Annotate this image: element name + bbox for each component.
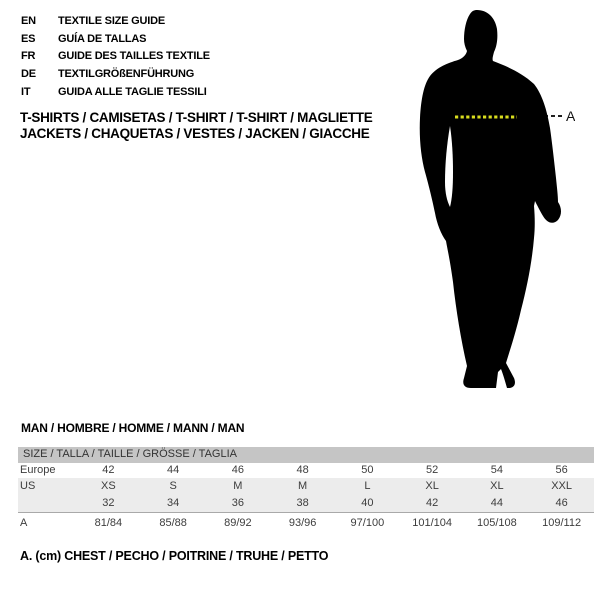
category-line-jackets: JACKETS / CHAQUETAS / VESTES / JACKEN / GIACCHE xyxy=(20,126,370,142)
table-cell: XL xyxy=(425,480,439,493)
table-cell: 105/108 xyxy=(476,516,517,529)
table-cell: L xyxy=(364,480,371,493)
size-table-header: SIZE / TALLA / TAILLE / GRÖSSE / TAGLIA xyxy=(18,447,594,463)
table-cell: 46 xyxy=(555,497,568,509)
table-row-chest-a xyxy=(18,512,594,533)
table-row-europe xyxy=(18,463,594,479)
table-cell: 52 xyxy=(426,464,439,477)
table-cell: XS xyxy=(101,480,116,493)
table-row-numeric xyxy=(18,495,594,512)
table-cell: 81/84 xyxy=(94,516,123,529)
table-cell: 32 xyxy=(102,497,115,509)
language-row xyxy=(21,12,210,30)
language-code: EN xyxy=(21,14,36,27)
chest-measure-footnote: A. (cm) CHEST / PECHO / POITRINE / TRUHE / PETTO xyxy=(20,549,329,563)
language-title: GUÍA DE TALLAS xyxy=(58,32,147,45)
language-title: GUIDE DES TAILLES TEXTILE xyxy=(58,50,210,63)
language-title: TEXTILE SIZE GUIDE xyxy=(58,14,166,27)
row-label: US xyxy=(20,480,36,493)
table-cell: 85/88 xyxy=(159,516,187,529)
language-row xyxy=(21,65,210,83)
language-title: GUIDA ALLE TAGLIE TESSILI xyxy=(58,86,207,99)
table-cell: XXL xyxy=(551,480,573,493)
category-line-tshirts: T-SHIRTS / CAMISETAS / T-SHIRT / T-SHIRT / MAGLIETTE xyxy=(20,110,373,125)
man-silhouette-figure xyxy=(395,0,575,400)
table-cell: 101/104 xyxy=(412,516,452,529)
garment-categories xyxy=(20,110,372,142)
table-cell: 89/92 xyxy=(224,516,252,529)
table-cell: XL xyxy=(490,480,504,493)
man-silhouette-shape xyxy=(420,10,561,388)
table-cell: 44 xyxy=(490,497,503,509)
table-cell: 50 xyxy=(361,464,374,477)
language-row xyxy=(21,83,210,101)
language-row xyxy=(21,48,210,66)
table-cell: M xyxy=(233,480,243,493)
table-cell: 109/112 xyxy=(542,516,582,529)
table-cell: 48 xyxy=(296,464,309,477)
language-list xyxy=(21,12,210,101)
measure-label-a: A xyxy=(566,108,575,124)
table-cell: S xyxy=(169,480,177,493)
table-cell: 97/100 xyxy=(350,516,385,529)
table-cell: 42 xyxy=(102,464,115,477)
table-cell: 38 xyxy=(296,497,309,509)
language-code: FR xyxy=(21,50,36,63)
size-table xyxy=(18,447,594,533)
table-cell: 56 xyxy=(555,464,568,477)
table-cell: 36 xyxy=(231,497,244,509)
table-cell: M xyxy=(298,480,308,493)
table-cell: 42 xyxy=(426,497,439,509)
language-code: DE xyxy=(21,68,36,81)
table-cell: 44 xyxy=(167,464,180,477)
table-cell: 46 xyxy=(231,464,244,477)
language-row xyxy=(21,30,210,48)
language-code: IT xyxy=(21,86,31,99)
table-cell: 34 xyxy=(167,497,180,509)
language-code: ES xyxy=(21,32,36,45)
table-cell: 54 xyxy=(490,464,503,477)
table-row-us xyxy=(18,478,594,495)
row-label: A xyxy=(20,516,28,529)
language-title: TEXTILGRÖßENFÜHRUNG xyxy=(58,68,195,81)
man-silhouette-svg xyxy=(395,0,575,400)
man-section-title: MAN / HOMBRE / HOMME / MANN / MAN xyxy=(21,421,245,435)
row-label: Europe xyxy=(20,464,56,477)
table-cell: 40 xyxy=(361,497,374,509)
table-cell: 93/96 xyxy=(288,516,317,529)
